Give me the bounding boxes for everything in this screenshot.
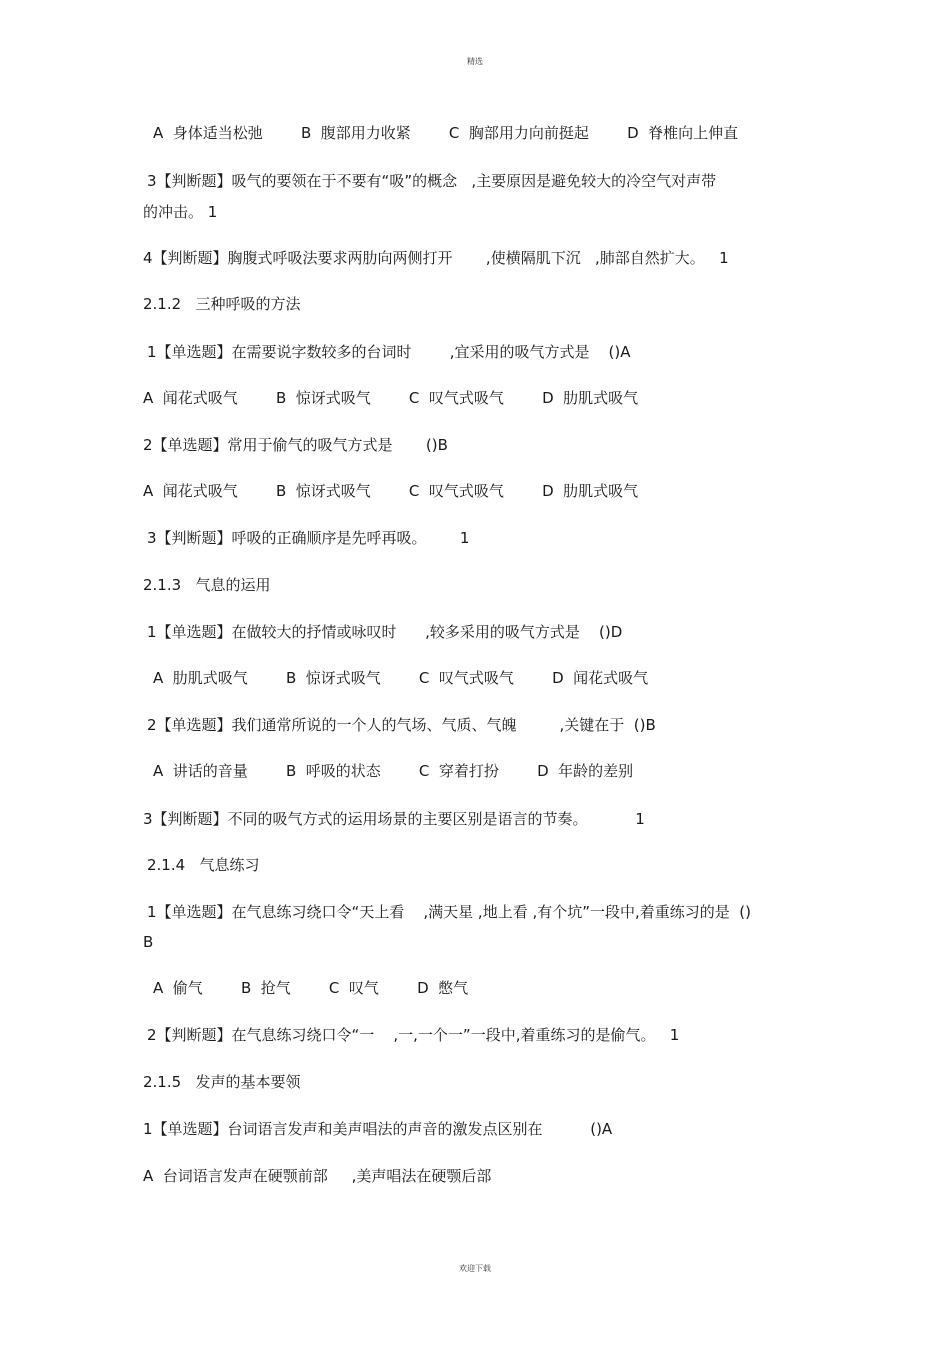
text-line: 1【单选题】在气息练习绕口令“天上看 ,满天星 ,地上看 ,有个坑”一段中,着重练习的是 (): [147, 903, 752, 921]
text-line: 的冲击。 1: [143, 203, 218, 221]
text-line: 3【判断题】呼吸的正确顺序是先呼再吸。 1: [147, 529, 470, 547]
text-line: A 讲话的音量 B 呼吸的状态 C 穿着打扮 D 年龄的差别: [153, 762, 634, 780]
text-line: A 偷气 B 抢气 C 叹气 D 憋气: [153, 979, 469, 997]
text-line: A 身体适当松弛 B 腹部用力收紧 C 胸部用力向前挺起 D 脊椎向上伸直: [153, 124, 739, 142]
text-line: 2.1.3 气息的运用: [143, 576, 271, 594]
text-line: 2.1.2 三种呼吸的方法: [143, 295, 301, 313]
text-line: 2【判断题】在气息练习绕口令“一 ,一,一个一”一段中,着重练习的是偷气。 1: [147, 1026, 680, 1044]
text-line: 1【单选题】在需要说字数较多的台词时 ,宜采用的吸气方式是 ()A: [147, 343, 631, 361]
text-line: 1【单选题】在做较大的抒情或咏叹时 ,较多采用的吸气方式是 ()D: [147, 623, 623, 641]
text-line: 4【判断题】胸腹式呼吸法要求两肋向两侧打开 ,使横隔肌下沉 ,肺部自然扩大。 1: [143, 249, 729, 267]
text-line: 2【单选题】常用于偷气的吸气方式是 ()B: [143, 436, 448, 454]
page-footer: 欢迎下载: [459, 1264, 491, 1273]
text-line: A 闻花式吸气 B 惊讶式吸气 C 叹气式吸气 D 肋肌式吸气: [143, 389, 639, 407]
text-line: 2.1.5 发声的基本要领: [143, 1073, 301, 1091]
text-line: 3【判断题】不同的吸气方式的运用场景的主要区别是语言的节奏。 1: [143, 810, 645, 828]
text-line: 2【单选题】我们通常所说的一个人的气场、气质、气魄 ,关键在于 ()B: [147, 716, 656, 734]
text-line: B: [143, 933, 154, 951]
text-line: A 台词语言发声在硬颚前部 ,美声唱法在硬颚后部: [143, 1167, 492, 1185]
page-header: 精选: [467, 57, 483, 66]
text-line: A 闻花式吸气 B 惊讶式吸气 C 叹气式吸气 D 肋肌式吸气: [143, 482, 639, 500]
text-line: 1【单选题】台词语言发声和美声唱法的声音的激发点区别在 ()A: [143, 1120, 613, 1138]
text-line: 2.1.4 气息练习: [147, 856, 260, 874]
text-line: 3【判断题】吸气的要领在于不要有“吸”的概念 ,主要原因是避免较大的冷空气对声带: [147, 172, 717, 190]
text-line: A 肋肌式吸气 B 惊讶式吸气 C 叹气式吸气 D 闻花式吸气: [153, 669, 649, 687]
